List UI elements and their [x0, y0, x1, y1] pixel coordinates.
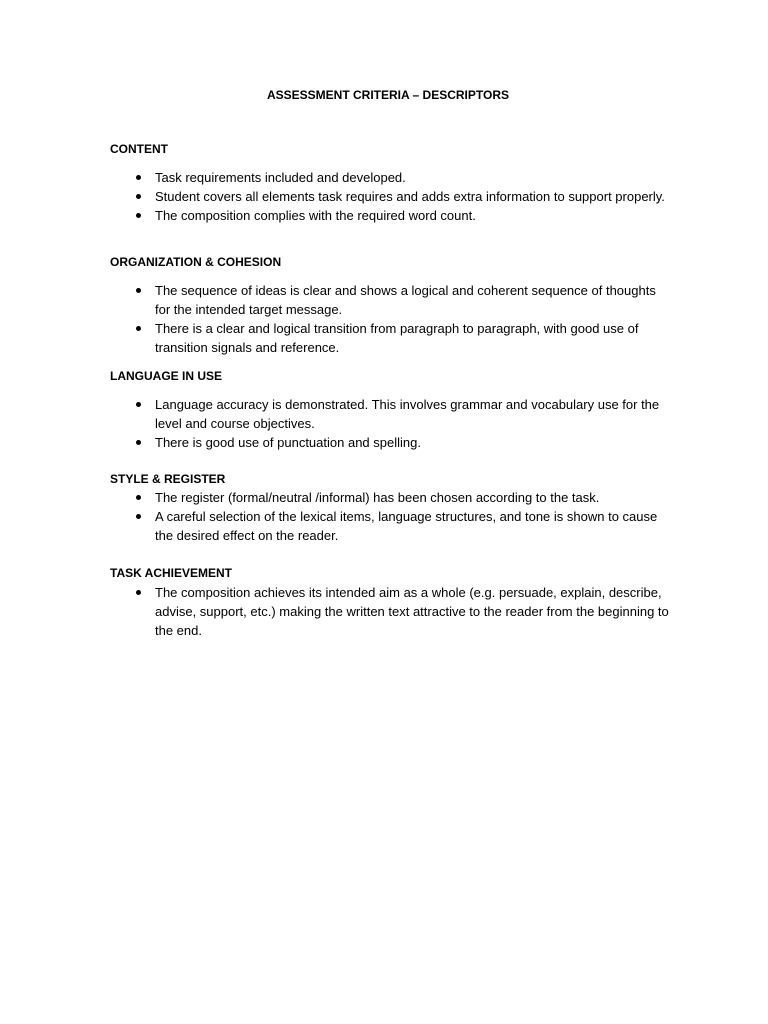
list-item-text: Student covers all elements task requires and adds extra information to support properly.	[155, 189, 665, 204]
list-item	[110, 433, 670, 452]
list-item-text: There is good use of punctuation and spelling.	[155, 435, 421, 450]
bullet-icon	[136, 213, 141, 218]
list-item	[110, 168, 670, 187]
bullet-icon	[136, 175, 141, 180]
bullet-icon	[136, 326, 141, 331]
list-item	[110, 281, 670, 319]
section-list-content	[110, 168, 670, 225]
list-item	[110, 206, 670, 225]
bullet-icon	[136, 194, 141, 199]
section-list-task	[110, 583, 670, 640]
section-list-language	[110, 395, 670, 452]
list-item-text: The composition complies with the required word count.	[155, 208, 476, 223]
list-item	[110, 488, 670, 507]
section-list-organization	[110, 281, 670, 357]
list-item	[110, 507, 670, 545]
list-item	[110, 319, 670, 357]
bullet-icon	[136, 288, 141, 293]
list-item-text: Language accuracy is demonstrated. This involves grammar and vocabulary use for the level and course objectives.	[155, 397, 660, 431]
document-title: ASSESSMENT CRITERIA – DESCRIPTORS	[266, 88, 510, 102]
bullet-icon	[136, 590, 141, 595]
section-heading-content: CONTENT	[110, 142, 168, 156]
section-heading-style: STYLE & REGISTER	[110, 472, 226, 486]
list-item-text: The composition achieves its intended aim as a whole (e.g. persuade, explain, describe, advise, support, etc.) making the written text attractive to the reader from the beginning to the end.	[155, 585, 669, 638]
list-item	[110, 395, 670, 433]
section-list-style	[110, 488, 670, 545]
bullet-icon	[136, 402, 141, 407]
section-heading-task: TASK ACHIEVEMENT	[110, 566, 233, 580]
list-item-text: There is a clear and logical transition from paragraph to paragraph, with good use of transition signals and reference.	[155, 321, 639, 355]
bullet-icon	[136, 440, 141, 445]
list-item-text: The sequence of ideas is clear and shows a logical and coherent sequence of thoughts for the intended target message.	[155, 283, 656, 317]
list-item	[110, 187, 670, 206]
bullet-icon	[136, 495, 141, 500]
list-item-text: The register (formal/neutral /informal) has been chosen according to the task.	[155, 490, 600, 505]
list-item-text: Task requirements included and developed.	[155, 170, 406, 185]
bullet-icon	[136, 514, 141, 519]
list-item	[110, 583, 670, 640]
list-item-text: A careful selection of the lexical items, language structures, and tone is shown to cause the desired effect on the reader.	[155, 509, 658, 543]
section-heading-language: LANGUAGE IN USE	[110, 369, 223, 383]
section-heading-organization: ORGANIZATION & COHESION	[110, 255, 282, 269]
